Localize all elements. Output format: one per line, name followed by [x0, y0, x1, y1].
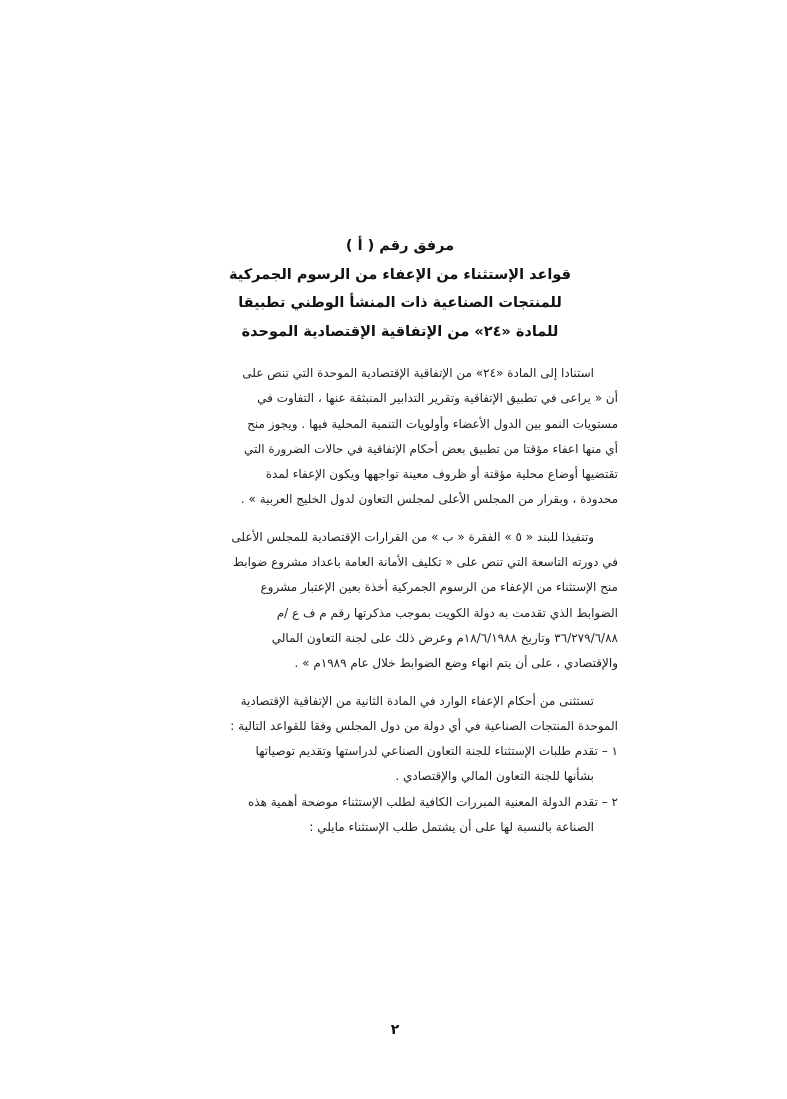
text-line: محدودة ، وبقرار من المجلس الأعلى لمجلس التعاون لدول الخليج العربية » .	[240, 492, 618, 507]
page-number: ٢	[390, 1022, 400, 1038]
text-line: منح الإستثناء من الإعفاء من الرسوم الجمركية أخذة بعين الإعتبار مشروع	[260, 580, 618, 595]
text-line: تستثنى من أحكام الإعفاء الوارد في المادة الثانية من الإتفاقية الإقتصادية	[240, 693, 594, 708]
paragraph-spacer	[172, 677, 618, 689]
text-line: والإقتصادي ، على أن يتم انهاء وضع الضوابط خلال عام ١٩٨٩م » .	[294, 656, 618, 671]
paragraph-implementation	[172, 525, 618, 677]
paragraph-article-24	[172, 361, 618, 513]
text-line: ٢ – تقدم الدولة المعنية المبررات الكافية لطلب الإستثناء موضحة أهمية هذه	[248, 794, 618, 809]
text-line: الموحدة المنتجات الصناعية في أي دولة من دول المجلس وفقا للقواعد التالية :	[230, 718, 618, 733]
text-line: ٣٦/٢٧٩/٦/٨٨ وتاريخ ١٨/٦/١٩٨٨م وعرض ذلك على لجنة التعاون المالي	[271, 630, 618, 645]
annex-title-line: للمادة «٢٤» من الإتفاقية الإقتصادية الموحدة	[241, 323, 559, 340]
paragraph-exceptions-intro	[172, 689, 618, 740]
text-line: وتنفيذا للبند « ٥ » الفقرة « ب » من القرارات الإقتصادية للمجلس الأعلى	[231, 529, 594, 544]
text-line: مستويات النمو بين الدول الأعضاء وأولويات التنمية المحلية فيها . ويجوز منح	[247, 416, 618, 431]
rule-item-1	[172, 739, 618, 790]
text-line: تقتضيها أوضاع محلية مؤقتة أو ظروف معينة تواجهها ويكون الإعفاء لمدة	[265, 467, 618, 482]
rule-item-2	[172, 790, 618, 841]
paragraph-spacer	[172, 513, 618, 525]
document-body	[172, 361, 618, 840]
text-line: في دورته التاسعة التي تنص على « تكليف الأمانة العامة باعداد مشروع ضوابط	[232, 555, 618, 570]
annex-title-line: للمنتجات الصناعية ذات المنشأ الوطني تطبيقا	[238, 295, 562, 311]
text-line: الضوابط الذي تقدمت به دولة الكويت بموجب مذكرتها رقم م ف ع /م	[276, 605, 618, 620]
text-line: الصناعة بالنسبة لها على أن يشتمل طلب الإستثناء مايلي :	[309, 820, 594, 835]
text-line: أن « يراعى في تطبيق الإتفاقية وتقرير التدابير المنبثقة عنها ، التفاوت في	[257, 391, 618, 406]
annex-heading	[200, 232, 600, 346]
text-line: ١ – تقدم طلبات الإستثناء للجنة التعاون الصناعي لدراستها وتقديم توصياتها	[255, 744, 618, 759]
annex-label: مرفق رقم ( أ )	[345, 238, 455, 254]
text-line: استنادا إلى المادة «٢٤» من الإتفاقية الإقتصادية الموحدة التي تنص على	[242, 366, 594, 380]
text-line: أي منها اعفاء مؤقتا من تطبيق بعض أحكام الإتفاقية في حالات الضرورة التي	[243, 441, 618, 456]
annex-title-line: قواعد الإستثناء من الإعفاء من الرسوم الجمركية	[229, 266, 571, 283]
text-line: بشأنها للجنة التعاون المالي والإقتصادي .	[395, 769, 594, 784]
